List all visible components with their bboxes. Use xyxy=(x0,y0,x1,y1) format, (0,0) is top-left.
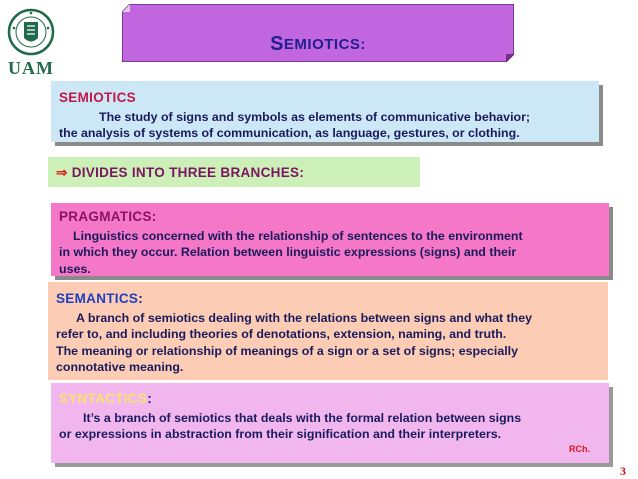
semiotics-heading: SEMIOTICS xyxy=(59,90,136,105)
syntactics-heading: SYNTACTICS xyxy=(59,391,148,406)
pragmatics-line-2: in which they occur. Relation between linguistic expressions (signs) and their xyxy=(59,245,517,259)
semantics-box: SEMANTICS: A branch of semiotics dealing with the relations between signs and what they refer to, and including theories of denotations, extension, naming, and truth. The meaning or relationship of meanings of a sign or a set of signs; especially connotative meaning. xyxy=(48,282,608,380)
semiotics-line-2: the analysis of systems of communication, as language, gestures, or clothing. xyxy=(59,126,520,140)
author-signature: RCh. xyxy=(569,444,590,454)
page-number: 3 xyxy=(620,464,626,478)
pragmatics-box xyxy=(51,203,609,276)
syntactics-line-1: It’s a branch of semiotics that deals with the formal relation between signs xyxy=(83,410,522,425)
logo-text: UAM xyxy=(8,58,54,78)
pragmatics-line-3: uses. xyxy=(59,261,91,276)
branches-label: DIVIDES INTO THREE BRANCHES: xyxy=(71,165,305,180)
semantics-heading: SEMANTICS xyxy=(56,291,139,306)
semantics-line-4: connotative meaning. xyxy=(56,360,184,374)
syntactics-line-2: or expressions in abstraction from their signification and their interpreters. xyxy=(59,427,502,441)
uam-logo xyxy=(6,8,56,80)
pragmatics-heading: PRAGMATICS: xyxy=(59,209,157,224)
semantics-line-2: refer to, and including theories of denotations, extension, naming, and truth. xyxy=(56,327,507,341)
semantics-line-3: The meaning or relationship of meanings of a sign or a set of signs; especially xyxy=(56,343,518,358)
semiotics-line-1: The study of signs and symbols as elements of communicative behavior; xyxy=(99,109,531,124)
pragmatics-line-1: Linguistics concerned with the relationship of sentences to the environment xyxy=(73,228,523,243)
syntactics-box: SYNTACTICS: It’s a branch of semiotics that deals with the formal relation between signs or expressions in abstraction from their signification and their interpreters. xyxy=(51,383,609,463)
semiotics-definition-box xyxy=(51,81,599,142)
branches-box xyxy=(48,157,420,187)
page-title: S EMIOTICS : xyxy=(270,32,366,55)
arrow-right-icon: ⇒ xyxy=(56,165,68,180)
semantics-line-1: A branch of semiotics dealing with the relations between signs and what they xyxy=(76,310,533,325)
